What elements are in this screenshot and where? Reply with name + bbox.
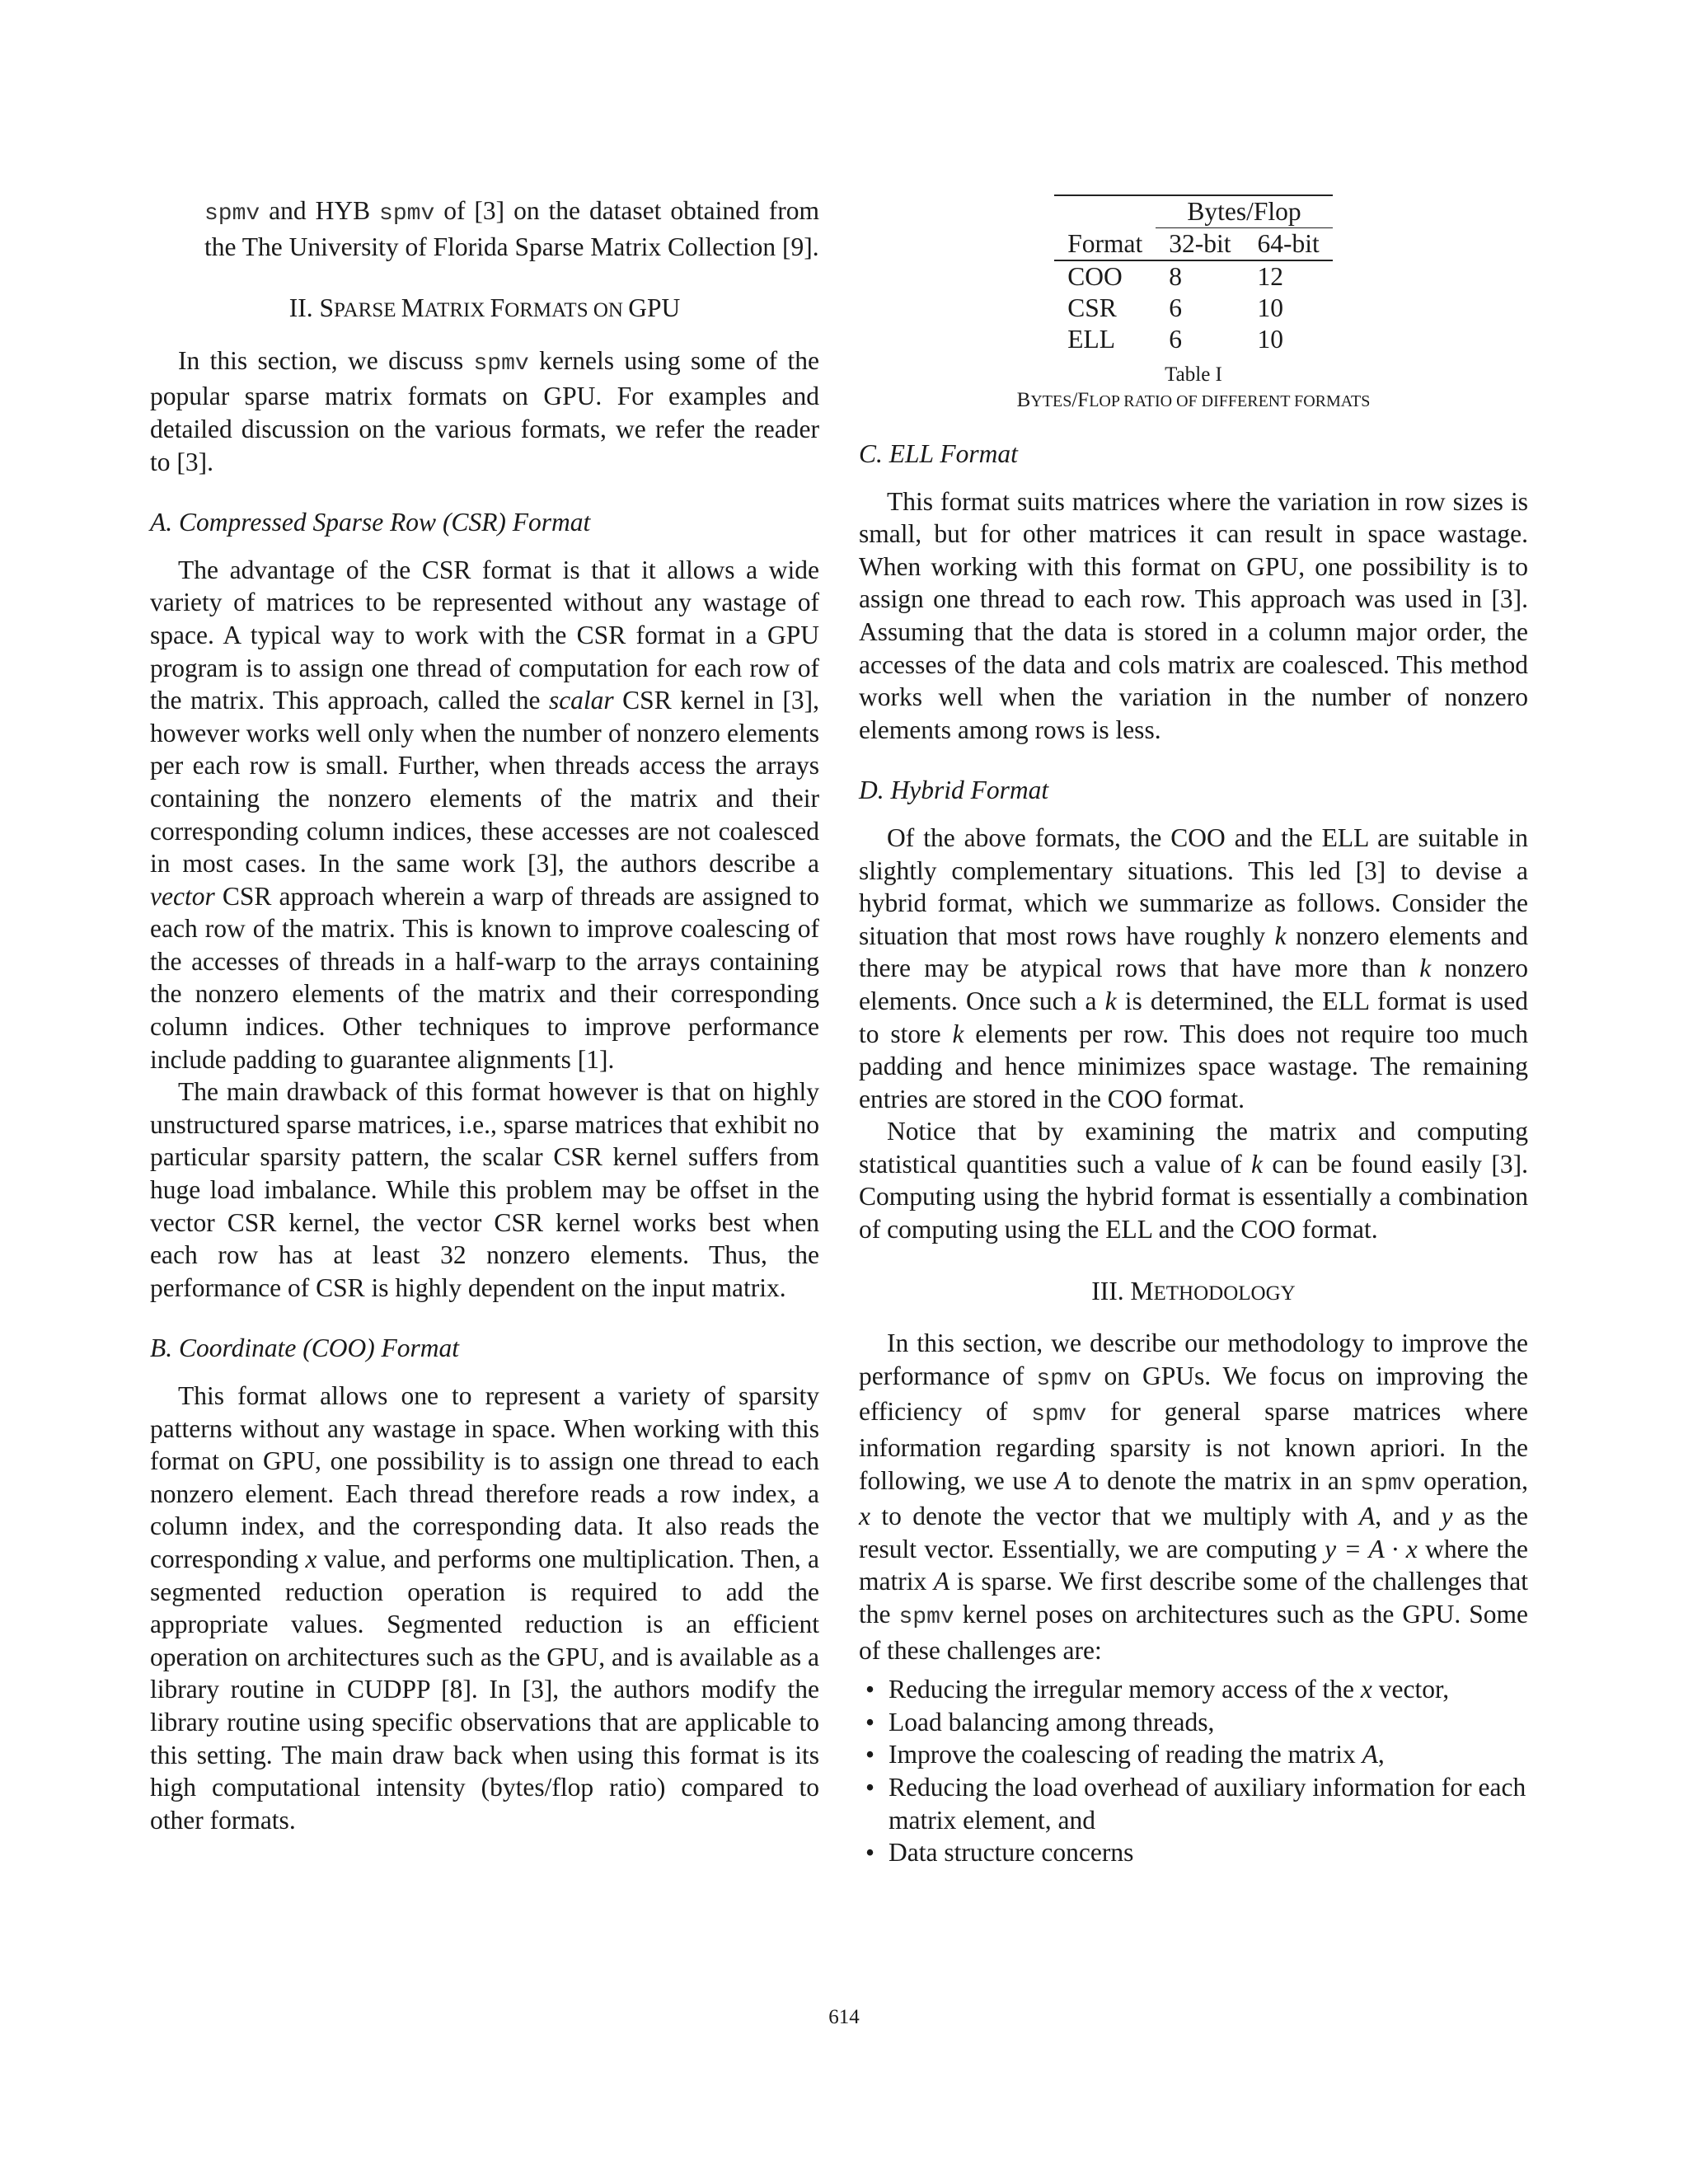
section-heading-methodology: III. METHODOLOGY (1091, 1276, 1296, 1305)
subsection-heading-coo: B. Coordinate (COO) Format (150, 1333, 460, 1363)
page-number: 614 (828, 2006, 860, 2028)
section-heading-sparse-formats: II. SPARSE MATRIX FORMATS ON GPU (288, 293, 681, 323)
list-item: • Data structure concerns (859, 1836, 1528, 1869)
right-column (859, 194, 1528, 1869)
list-item: • Reducing the irregular memory access of the x vector, (859, 1673, 1528, 1706)
table-row: ELL 6 10 (1067, 325, 1283, 354)
bytes-flop-table-block (859, 194, 1528, 415)
table-group-header: Bytes/Flop (1156, 195, 1333, 228)
paragraph: This format allows one to represent a variety of sparsity patterns without any wastage in space. When working with this format on GPU, one possibility is to assign one thread to each nonzero element. Each thread therefore reads a row index, a column index, and the corresponding data. It also reads the corresponding x value, and performs one multiplication. Then, a segmented reduction operation is required to add the appropriate values. Segmented reduction is an efficient operation on architectures such as the GPU, and is available as a library routine in CUDPP [8]. In [3], the authors modify the library routine using specific observations that are applicable to this setting. The main draw back when using this format is its high computational intensity (bytes/flop ratio) compared to other formats. (150, 1381, 820, 1835)
bullet-icon: • (865, 1838, 875, 1868)
paragraph: The main drawback of this format however is that on highly unstructured sparse matrices, i.e., sparse matrices that exhibit no particular sparsity pattern, the scalar CSR kernel suffers from huge load imbalance. While this problem may be offset in the vector CSR kernel, the vector CSR kernel works best when each row has at least 32 nonzero elements. Thus, the performance of CSR is highly dependent on the input matrix. (150, 1077, 819, 1302)
bullet-icon: • (865, 1740, 875, 1769)
table-row: COO 8 12 (1067, 262, 1283, 291)
code-spmv: spmv (898, 1605, 954, 1630)
table-row: CSR 6 10 (1067, 293, 1283, 322)
equation: y = A · x (1325, 1534, 1418, 1563)
bullet-icon: • (865, 1675, 875, 1704)
code-spmv: spmv (1036, 1366, 1092, 1392)
code-spmv: spmv (1031, 1402, 1087, 1428)
code-spmv: spmv (204, 201, 260, 227)
table-header-row: Format 32-bit 64-bit (1054, 228, 1333, 261)
paragraph: This format suits matrices where the variation in row sizes is small, but for other matrices it can result in space wastage. When working with this format on GPU, one possibility is to assign one thread to each row. This approach was used in [3]. Assuming that the data is stored in a column major order, the accesses of the data and cols matrix are coalesced. This method works well when the variation in the number of nonzero elements among rows is less. (859, 486, 1528, 744)
paragraph: In this section, we describe our methodology to improve the performance of spmv on GPUs. We focus on improving the efficiency of spmv for general sparse matrices where information regarding sparsity is not known apriori. In the following, we use A to denote the matrix in an spmv operation, x to denote the vector that we multiply with A, and y as the result vector. Essentially, we are computing y = A · x where the matrix A is sparse. We first describe some of the challenges that the spmv kernel poses on architectures such as the GPU. Some of these challenges are: (859, 1329, 1528, 1665)
paragraph: In this section, we discuss spmv kernels using some of the popular sparse matrix formats on GPU. For examples and detailed discussion on the various formats, we refer the reader to [3]. (150, 345, 819, 476)
table-caption: Table I BYTES/FLOP RATIO OF DIFFERENT FORMATS (1016, 363, 1371, 411)
code-spmv: spmv (1360, 1470, 1416, 1497)
subsection-heading-ell: C. ELL Format (859, 439, 1018, 468)
bullet-icon: • (865, 1772, 875, 1802)
list-item: • Reducing the load overhead of auxiliary information for each matrix element, and (865, 1772, 1526, 1835)
code-spmv: spmv (379, 201, 435, 227)
list-item: • Load balancing among threads, (859, 1706, 1528, 1739)
paragraph: Of the above formats, the COO and the ELL are suitable in slightly complementary situations. This led [3] to devise a hybrid format, which we summarize as follows. Consider the situation that most rows have roughly k nonzero elements and there may be atypical rows that have more than k nonzero elements. Once such a k is determined, the ELL format is used to store k elements per row. This does not require too much padding and hence minimizes space wastage. The remaining entries are stored in the COO format. (859, 823, 1529, 1113)
paragraph: Notice that by examining the matrix and computing statistical quantities such a value of k can be found easily [3]. Computing using the hybrid format is essentially a combination of computing using the ELL and the COO format. (859, 1117, 1529, 1244)
subsection-heading-csr: A. Compressed Sparse Row (CSR) Format (150, 508, 591, 537)
code-spmv: spmv (473, 350, 529, 377)
paragraph: The advantage of the CSR format is that it allows a wide variety of matrices to be represented without any wastage of space. A typical way to work with the CSR format in a GPU program is to assign one thread of computation for each row of the matrix. This approach, called the scalar CSR kernel in [3], however works well only when the number of nonzero elements per each row is small. Further, when threads access the arrays containing the nonzero elements of the matrix and their corresponding column indices, these accesses are not coalesced in most cases. In the same work [3], the authors describe a vector CSR approach wherein a warp of threads are assigned to each row of the matrix. This is known to improve coalescing of the accesses of threads in a half-warp to the arrays containing the nonzero elements of the matrix and their corresponding column indices. Other techniques to improve performance include padding to guarantee alignments [1]. (150, 555, 819, 1074)
bytes-flop-table (1054, 194, 1333, 355)
subsection-heading-hybrid: D. Hybrid Format (859, 776, 1049, 805)
intro-paragraph: spmv and HYB spmv of [3] on the dataset obtained from the The University of Florida Sparse Matrix Collection [9]. (204, 196, 819, 261)
challenges-list (859, 1673, 1528, 1869)
bullet-icon: • (865, 1707, 875, 1736)
left-column (150, 194, 819, 1836)
list-item: • Improve the coalescing of reading the matrix A, (859, 1738, 1528, 1771)
